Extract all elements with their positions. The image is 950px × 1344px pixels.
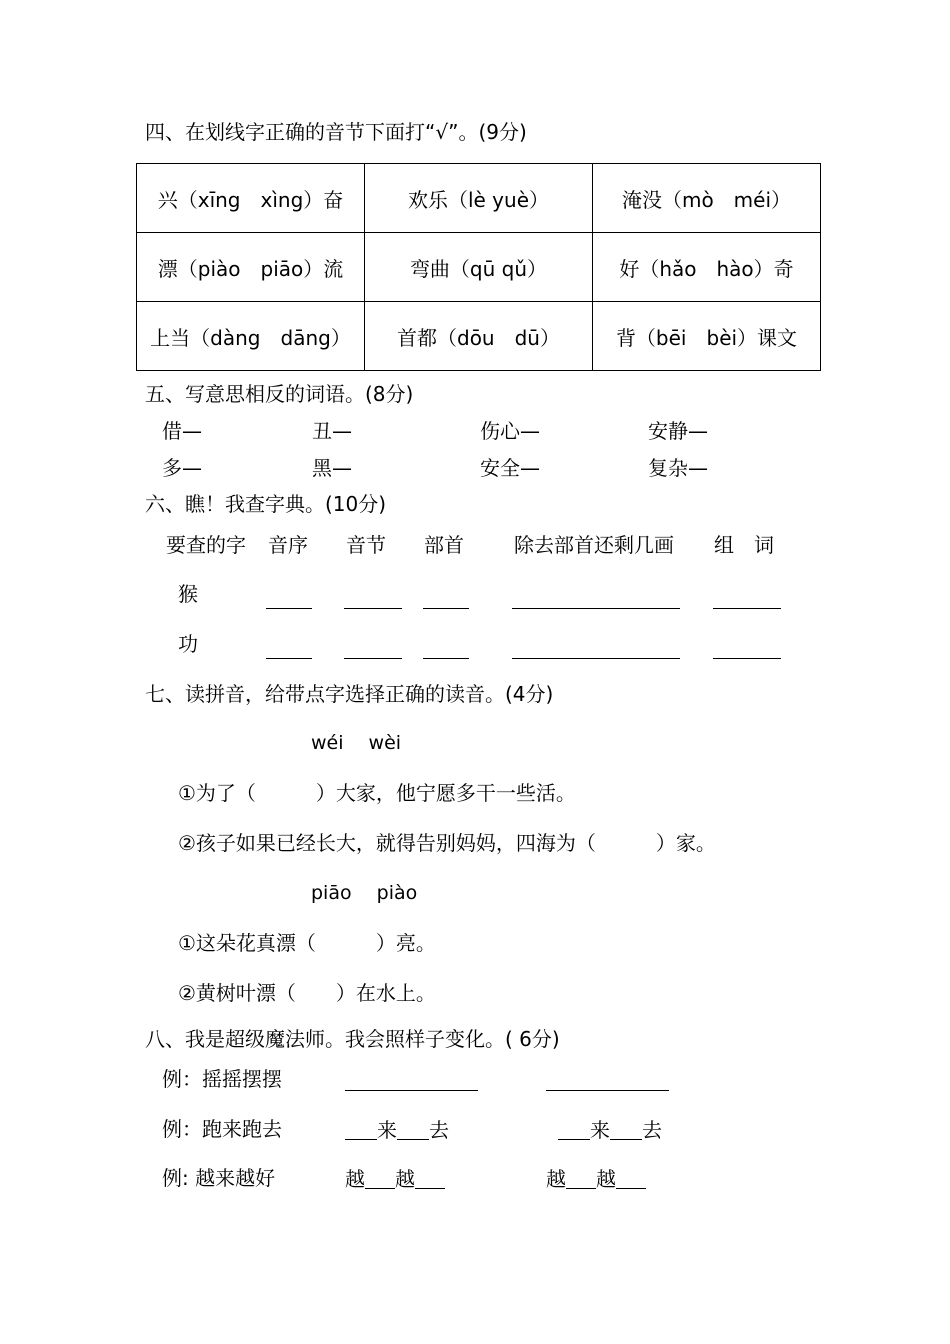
section-4-title: 四、在划线字正确的音节下面打“√”。(9分) [145,120,527,144]
antonym-item: 多— [162,456,202,480]
dict-char: 功 [178,632,198,656]
antonym-item: 复杂— [648,456,708,480]
table-cell[interactable]: 兴（xīng xìng）奋 [137,164,365,233]
pinyin-table [136,163,821,371]
antonym-item: 伤心— [480,419,540,443]
dict-char: 猴 [178,582,198,606]
pattern-char: 越 [345,1167,365,1191]
table-row [137,302,821,371]
answer-blank[interactable] [713,636,781,659]
pattern-char: 越 [546,1167,566,1191]
answer-blank[interactable] [345,1119,377,1140]
sentence: ②孩子如果已经长大，就得告别妈妈，四海为（ ）家。 [178,831,716,855]
answer-blank[interactable] [616,1168,646,1189]
section-5-title: 五、写意思相反的词语。(8分) [145,382,414,406]
answer-blank[interactable] [558,1119,590,1140]
antonym-item: 安全— [480,456,540,480]
dict-header: 音序 [268,533,308,557]
dict-header: 除去部首还剩几画 [514,533,674,557]
antonym-item: 黑— [312,456,352,480]
answer-blank[interactable] [546,1068,669,1091]
dict-header: 部首 [424,533,464,557]
pattern-lai-qu [345,1119,449,1140]
answer-blank[interactable] [344,586,402,609]
answer-blank[interactable] [397,1119,429,1140]
antonym-item: 安静— [648,419,708,443]
example-3: 例: 越来越好 [162,1166,276,1190]
answer-blank[interactable] [512,586,680,609]
antonym-item: 丑— [312,419,352,443]
section-8-title: 八、我是超级魔法师。我会照样子变化。( 6分) [145,1027,560,1051]
answer-blank[interactable] [415,1168,445,1189]
answer-blank[interactable] [266,636,312,659]
pattern-char: 来 [590,1118,610,1142]
table-cell[interactable]: 首都（dōu dū） [365,302,593,371]
table-cell[interactable]: 背（bēi bèi）课文 [593,302,821,371]
example-1: 例：摇摇摆摆 [162,1067,282,1091]
table-row [137,164,821,233]
answer-blank[interactable] [345,1068,478,1091]
answer-blank[interactable] [365,1168,395,1189]
table-cell[interactable]: 弯曲（qū qǔ） [365,233,593,302]
table-cell[interactable]: 上当（dàng dāng） [137,302,365,371]
sentence: ①为了（ ）大家，他宁愿多干一些活。 [178,781,576,805]
table-row [137,233,821,302]
pattern-char: 越 [395,1167,415,1191]
table-cell[interactable]: 好（hǎo hào）奇 [593,233,821,302]
answer-blank[interactable] [512,636,680,659]
pinyin-options: piāo piào [311,882,418,904]
table-cell[interactable]: 欢乐（lè yuè） [365,164,593,233]
pattern-lai-qu [558,1119,662,1140]
answer-blank[interactable] [713,586,781,609]
section-7-title: 七、读拼音，给带点字选择正确的读音。(4分) [145,682,554,706]
section-6-title: 六、瞧！我查字典。(10分) [145,492,387,516]
dict-header: 音节 [346,533,386,557]
pattern-yue [546,1168,646,1189]
pattern-char: 越 [596,1167,616,1191]
answer-blank[interactable] [566,1168,596,1189]
antonym-item: 借— [162,419,202,443]
pattern-yue [345,1168,445,1189]
pattern-char: 去 [429,1118,449,1142]
sentence: ①这朵花真漂（ ）亮。 [178,931,436,955]
table-cell[interactable]: 漂（piào piāo）流 [137,233,365,302]
pattern-char: 来 [377,1118,397,1142]
answer-blank[interactable] [610,1119,642,1140]
dict-header: 要查的字 [166,533,246,557]
answer-blank[interactable] [344,636,402,659]
answer-blank[interactable] [423,586,469,609]
sentence: ②黄树叶漂（ ）在水上。 [178,981,436,1005]
pattern-char: 去 [642,1118,662,1142]
table-cell[interactable]: 淹没（mò méi） [593,164,821,233]
dict-header: 组 词 [714,533,774,557]
example-2: 例：跑来跑去 [162,1117,282,1141]
answer-blank[interactable] [423,636,469,659]
pinyin-options: wéi wèi [311,732,402,754]
answer-blank[interactable] [266,586,312,609]
